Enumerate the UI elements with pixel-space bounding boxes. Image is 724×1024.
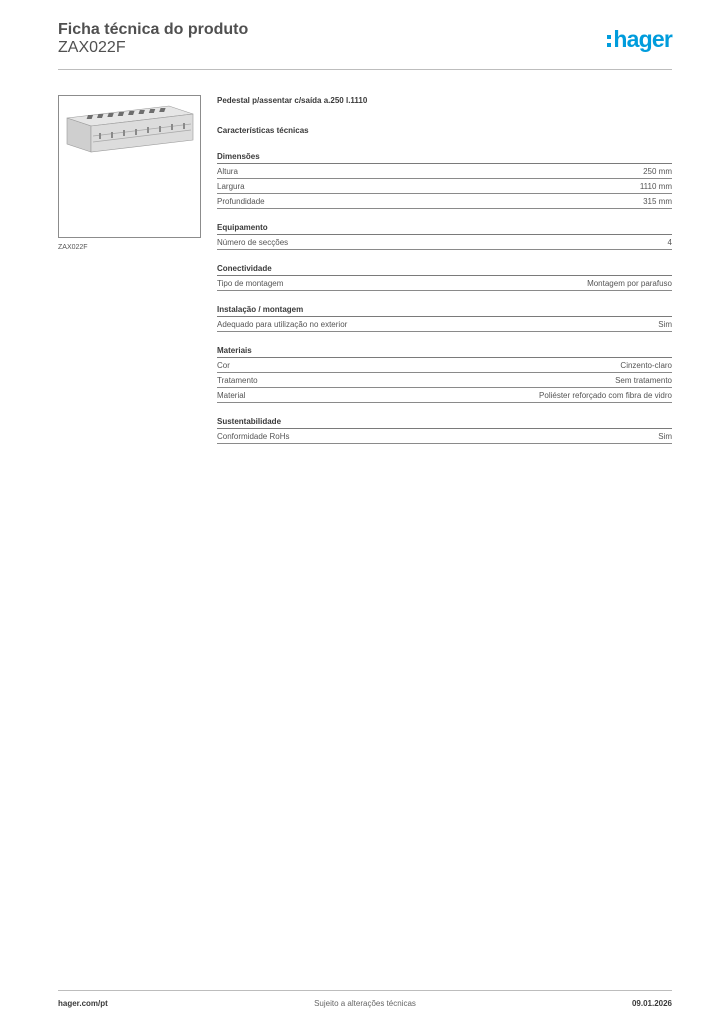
spec-value: Poliéster reforçado com fibra de vidro — [539, 391, 672, 400]
spec-row — [217, 164, 672, 179]
spec-section-materials — [217, 345, 672, 403]
spec-section-connectivity — [217, 263, 672, 291]
spec-label: Tratamento — [217, 376, 258, 385]
spec-value: Sim — [658, 320, 672, 329]
spec-label: Conformidade RoHs — [217, 432, 290, 441]
spec-label: Número de secções — [217, 238, 289, 247]
logo-dots-icon — [607, 35, 611, 47]
spec-section-dimensions — [217, 151, 672, 209]
section-title: Materiais — [217, 345, 672, 358]
section-title: Sustentabilidade — [217, 416, 672, 429]
spec-label: Altura — [217, 167, 238, 176]
spec-section-installation — [217, 304, 672, 332]
product-image — [58, 95, 201, 238]
spec-content — [217, 95, 672, 444]
spec-section-equipment — [217, 222, 672, 250]
section-title: Dimensões — [217, 151, 672, 164]
footer-notice: Sujeito a alterações técnicas — [314, 999, 416, 1008]
document-title: Ficha técnica do produto — [58, 21, 249, 38]
logo-text: hager — [613, 26, 672, 52]
spec-label: Cor — [217, 361, 230, 370]
spec-value: Sim — [658, 432, 672, 441]
page-footer — [58, 990, 672, 1015]
section-title: Equipamento — [217, 222, 672, 235]
footer-date: 09.01.2026 — [631, 999, 672, 1008]
product-reference: ZAX022F — [58, 39, 126, 56]
spec-label: Material — [217, 391, 246, 400]
spec-value: 4 — [667, 238, 672, 247]
spec-heading: Características técnicas — [217, 126, 309, 135]
pedestal-illustration — [59, 96, 200, 237]
spec-value: 250 mm — [643, 167, 672, 176]
image-caption: ZAX022F — [58, 244, 88, 251]
section-title: Conectividade — [217, 263, 672, 276]
spec-value: Montagem por parafuso — [587, 279, 672, 288]
spec-row — [217, 429, 672, 444]
spec-value: 1110 mm — [639, 182, 672, 191]
footer-website-link[interactable]: hager.com/pt — [58, 999, 108, 1008]
spec-label: Largura — [217, 182, 245, 191]
product-name: Pedestal p/assentar c/saída a.250 l.1110 — [217, 96, 368, 105]
spec-row — [217, 194, 672, 209]
spec-label: Profundidade — [217, 197, 265, 206]
section-title: Instalação / montagem — [217, 304, 672, 317]
spec-row — [217, 179, 672, 194]
spec-section-sustainability — [217, 416, 672, 444]
spec-value: Sem tratamento — [615, 376, 672, 385]
page-header — [58, 20, 672, 70]
spec-row — [217, 358, 672, 373]
spec-row — [217, 388, 672, 403]
spec-row — [217, 317, 672, 332]
spec-label: Adequado para utilização no exterior — [217, 320, 348, 329]
spec-row — [217, 235, 672, 250]
hager-logo — [607, 26, 672, 52]
spec-row — [217, 276, 672, 291]
spec-value: 315 mm — [643, 197, 672, 206]
spec-row — [217, 373, 672, 388]
spec-value: Cinzento-claro — [620, 361, 672, 370]
spec-label: Tipo de montagem — [217, 279, 284, 288]
